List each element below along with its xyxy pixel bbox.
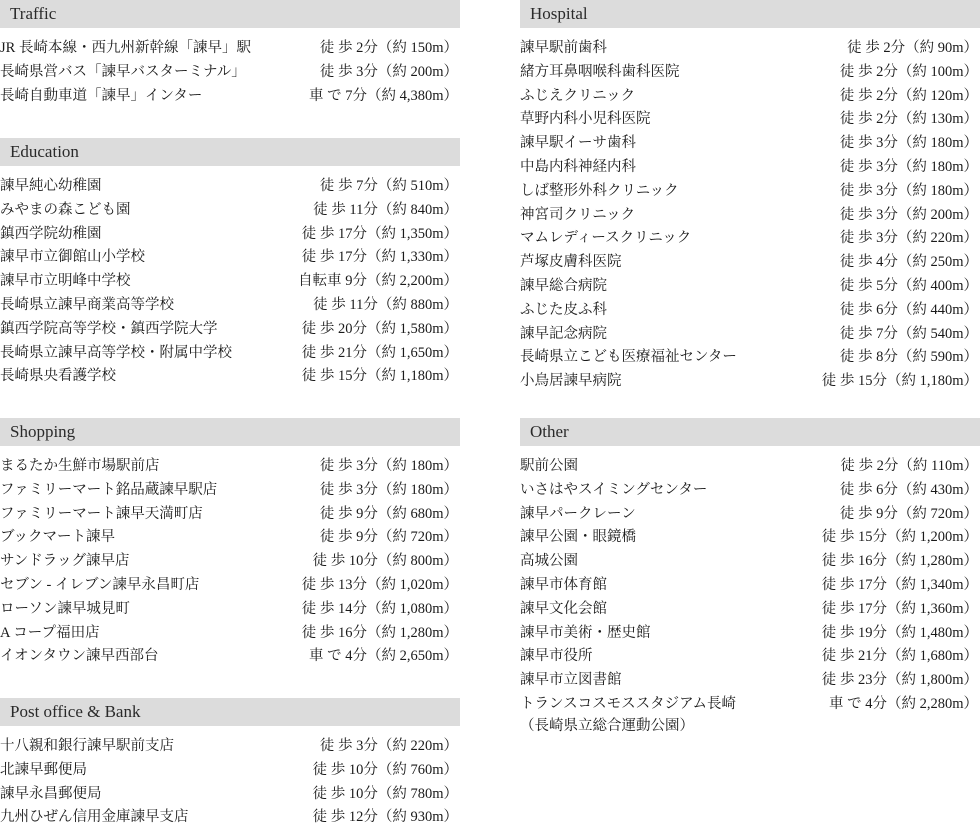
facility-distance: 徒 歩 2分（約 130m） [839, 111, 978, 128]
list-item [520, 370, 980, 394]
facility-name: セブン - イレブン諫早永昌町店 [0, 576, 200, 593]
facility-distance: 徒 歩 2分（約 120m） [839, 87, 978, 104]
section-education [0, 138, 460, 418]
list-item [520, 156, 980, 180]
list-item [520, 323, 980, 347]
list-item [520, 108, 980, 132]
facility-name: 高城公園 [520, 553, 578, 570]
facility-distance: 徒 歩 13分（約 1,020m） [301, 576, 458, 593]
facility-distance: 徒 歩 20分（約 1,580m） [301, 320, 458, 337]
facility-distance: 徒 歩 14分（約 1,080m） [301, 600, 458, 617]
facility-name: 緒方耳鼻咽喉科歯科医院 [520, 63, 680, 80]
section-heading: Other [520, 418, 980, 446]
facility-name: イオンタウン諫早西部台 [0, 648, 159, 665]
facility-name: 芦塚皮膚科医院 [520, 254, 622, 271]
list-item [0, 550, 460, 574]
facility-distance: 徒 歩 11分（約 840m） [313, 201, 458, 218]
facility-distance: 徒 歩 3分（約 180m） [319, 481, 458, 498]
list-item [0, 199, 460, 223]
list-item [520, 37, 980, 61]
facility-name: 諫早市立御館山小学校 [0, 249, 145, 266]
list-item [520, 204, 980, 228]
list-item [0, 85, 460, 109]
list-item [0, 479, 460, 503]
facility-distance: 徒 歩 19分（約 1,480m） [821, 624, 978, 641]
section-other [520, 418, 980, 737]
facility-distance: 徒 歩 3分（約 180m） [839, 135, 978, 152]
facility-distance: 徒 歩 17分（約 1,350m） [301, 225, 458, 242]
facility-name: 諫早駅前歯科 [520, 40, 607, 56]
facility-name: 十八親和銀行諫早駅前支店 [0, 738, 174, 754]
facility-name: 諫早市美術・歴史館 [520, 624, 651, 641]
facility-distance: 徒 歩 2分（約 150m） [319, 40, 458, 56]
facility-name: ファミリーマート諫早天満町店 [0, 505, 203, 522]
section-postbank [0, 698, 460, 830]
facility-name: 長崎県立こども医療福祉センター [520, 349, 737, 366]
facility-name: サンドラッグ諫早店 [0, 553, 130, 570]
facility-distance: 徒 歩 12分（約 930m） [312, 809, 458, 826]
facility-name: 長崎自動車道「諫早」インター [0, 87, 203, 104]
section-heading: Post office & Bank [0, 698, 460, 726]
list-item [0, 223, 460, 247]
facility-distance: 車 で 4分（約 2,280m） [828, 695, 978, 712]
facility-name: 諫早総合病院 [520, 277, 607, 294]
facility-distance: 徒 歩 7分（約 540m） [839, 325, 978, 342]
list-item [520, 669, 980, 693]
list-item [520, 180, 980, 204]
facility-name: 北諫早郵便局 [0, 761, 87, 778]
facility-distance: 徒 歩 21分（約 1,680m） [821, 648, 978, 665]
list-item [520, 275, 980, 299]
section-heading: Shopping [0, 418, 460, 446]
list-item [0, 806, 460, 830]
facility-name: 鎮西学院高等学校・鎮西学院大学 [0, 320, 218, 337]
list-item [520, 479, 980, 503]
facility-name: 諫早市役所 [520, 648, 593, 665]
facility-distance: 徒 歩 16分（約 1,280m） [821, 553, 978, 570]
facility-name: まるたか生鮮市場駅前店 [0, 458, 160, 474]
facility-name: 長崎県立諫早高等学校・附属中学校 [0, 344, 232, 361]
list-item [520, 622, 980, 646]
facility-name: ローソン諫早城見町 [0, 600, 130, 617]
facility-distance: 徒 歩 5分（約 400m） [839, 277, 978, 294]
facility-distance: 徒 歩 15分（約 1,180m） [301, 368, 458, 385]
facility-distance: 徒 歩 9分（約 720m） [839, 505, 978, 522]
list-item [520, 299, 980, 323]
list-item [0, 574, 460, 598]
facility-name: 諫早パークレーン [520, 505, 636, 522]
list-item [0, 526, 460, 550]
facility-distance: 徒 歩 17分（約 1,360m） [821, 600, 978, 617]
section-shopping [0, 418, 460, 698]
facility-name: 神宮司クリニック [520, 206, 636, 223]
facility-distance: 徒 歩 17分（約 1,340m） [821, 576, 978, 593]
facility-name: 諫早市立明峰中学校 [0, 273, 131, 290]
facility-name: 諫早記念病院 [520, 325, 607, 342]
facility-name: 諫早文化会館 [520, 600, 607, 617]
facility-distance: 徒 歩 10分（約 780m） [312, 785, 458, 802]
facility-distance: 徒 歩 6分（約 430m） [839, 481, 978, 498]
list-item [0, 598, 460, 622]
facility-distance: 徒 歩 2分（約 100m） [839, 63, 978, 80]
list-item [0, 61, 460, 85]
list-item [520, 645, 980, 669]
facility-name: 諫早市体育館 [520, 576, 607, 593]
facility-distance: 徒 歩 3分（約 180m） [839, 158, 978, 175]
facility-name: 鎮西学院幼稚園 [0, 225, 102, 242]
section-heading: Education [0, 138, 460, 166]
facility-distance: 徒 歩 8分（約 590m） [839, 349, 978, 366]
facility-distance: 徒 歩 3分（約 180m） [839, 182, 978, 199]
facility-distance: 徒 歩 9分（約 680m） [319, 505, 458, 522]
section-heading: Traffic [0, 0, 460, 28]
facility-distance: 徒 歩 11分（約 880m） [313, 296, 458, 313]
facility-distance: 徒 歩 3分（約 220m） [319, 738, 458, 754]
list-item [520, 251, 980, 275]
list-item [0, 246, 460, 270]
facility-distance: 徒 歩 10分（約 800m） [312, 553, 458, 570]
facility-name: 諫早駅イーサ歯科 [520, 135, 636, 152]
list-item [0, 503, 460, 527]
facility-distance: 徒 歩 15分（約 1,200m） [821, 529, 978, 546]
facility-distance: 自転車 9分（約 2,200m） [298, 273, 458, 290]
facility-distance: 徒 歩 4分（約 250m） [839, 254, 978, 271]
list-item [0, 318, 460, 342]
list-item [520, 85, 980, 109]
facility-name: 草野内科小児科医院 [520, 111, 651, 128]
list-item [520, 503, 980, 527]
facility-name: 駅前公園 [520, 458, 578, 474]
facility-name: 九州ひぜん信用金庫諫早支店 [0, 809, 189, 826]
right-column [520, 0, 980, 737]
list-item [0, 455, 460, 479]
facility-name: みやまの森こども園 [0, 201, 131, 218]
facility-name: 中島内科神経内科 [520, 158, 636, 175]
facility-distance: 車 で 7分（約 4,380m） [308, 87, 458, 104]
list-item [0, 735, 460, 759]
facility-distance: 徒 歩 3分（約 200m） [319, 63, 458, 80]
facility-distance: 徒 歩 3分（約 180m） [319, 458, 458, 474]
facility-name: 長崎県営バス「諫早バスターミナル」 [0, 63, 246, 80]
facility-name: 諫早市立図書館 [520, 672, 622, 689]
facility-distance: 徒 歩 7分（約 510m） [319, 178, 458, 194]
section-hospital [520, 0, 980, 418]
facility-name: いさはやスイミングセンター [520, 481, 708, 498]
list-item [520, 455, 980, 479]
list-item [0, 645, 460, 669]
section-heading: Hospital [520, 0, 980, 28]
list-item [0, 175, 460, 199]
facility-name: 長崎県央看護学校 [0, 368, 116, 385]
facility-name: 長崎県立諫早商業高等学校 [0, 296, 174, 313]
facility-distance: 車 で 4分（約 2,650m） [308, 648, 458, 665]
facility-distance: 徒 歩 10分（約 760m） [312, 761, 458, 778]
facility-distance: 徒 歩 21分（約 1,650m） [301, 344, 458, 361]
facility-distance: 徒 歩 3分（約 220m） [839, 230, 978, 247]
facility-name: 諫早純心幼稚園 [0, 178, 102, 194]
section-traffic [0, 0, 460, 138]
facility-distance: 徒 歩 3分（約 200m） [839, 206, 978, 223]
facility-name: しば整形外科クリニック [520, 182, 679, 199]
list-item [520, 227, 980, 251]
list-item [0, 294, 460, 318]
list-item [0, 37, 460, 61]
list-item [0, 270, 460, 294]
list-item [520, 526, 980, 550]
facility-distance: 徒 歩 2分（約 110m） [840, 458, 978, 474]
facility-name: ブックマート諫早 [0, 529, 115, 546]
list-item [520, 346, 980, 370]
facility-distance: 徒 歩 17分（約 1,330m） [301, 249, 458, 266]
list-item [520, 693, 980, 737]
facility-distance: 徒 歩 15分（約 1,180m） [821, 373, 978, 390]
facility-distance: 徒 歩 16分（約 1,280m） [301, 624, 458, 641]
facility-distance: 徒 歩 23分（約 1,800m） [821, 672, 978, 689]
facility-distance: 徒 歩 9分（約 720m） [319, 529, 458, 546]
list-item [520, 598, 980, 622]
left-column [0, 0, 460, 830]
facility-name: 小鳥居諫早病院 [520, 373, 622, 390]
facility-name: ファミリーマート銘品蔵諫早駅店 [0, 481, 218, 498]
facility-name: A コープ福田店 [0, 624, 100, 641]
list-item [0, 365, 460, 389]
facility-name: トランスコスモススタジアム長崎 （長崎県立総合運動公園） [520, 695, 737, 734]
list-item [0, 759, 460, 783]
list-item [520, 550, 980, 574]
list-item [0, 342, 460, 366]
list-item [0, 622, 460, 646]
list-item [0, 783, 460, 807]
facility-name: ふじえクリニック [520, 87, 636, 104]
list-item [520, 574, 980, 598]
list-item [520, 132, 980, 156]
facility-name: ふじた皮ふ科 [520, 301, 607, 318]
facility-name: JR 長崎本線・西九州新幹線「諫早」駅 [0, 40, 251, 56]
facility-distance: 徒 歩 2分（約 90m） [847, 40, 978, 56]
facility-name: 諫早公園・眼鏡橋 [520, 529, 636, 546]
facility-distance: 徒 歩 6分（約 440m） [839, 301, 978, 318]
facility-name: 諫早永昌郵便局 [0, 785, 102, 802]
list-item [520, 61, 980, 85]
facility-name: マムレディースクリニック [520, 230, 692, 247]
